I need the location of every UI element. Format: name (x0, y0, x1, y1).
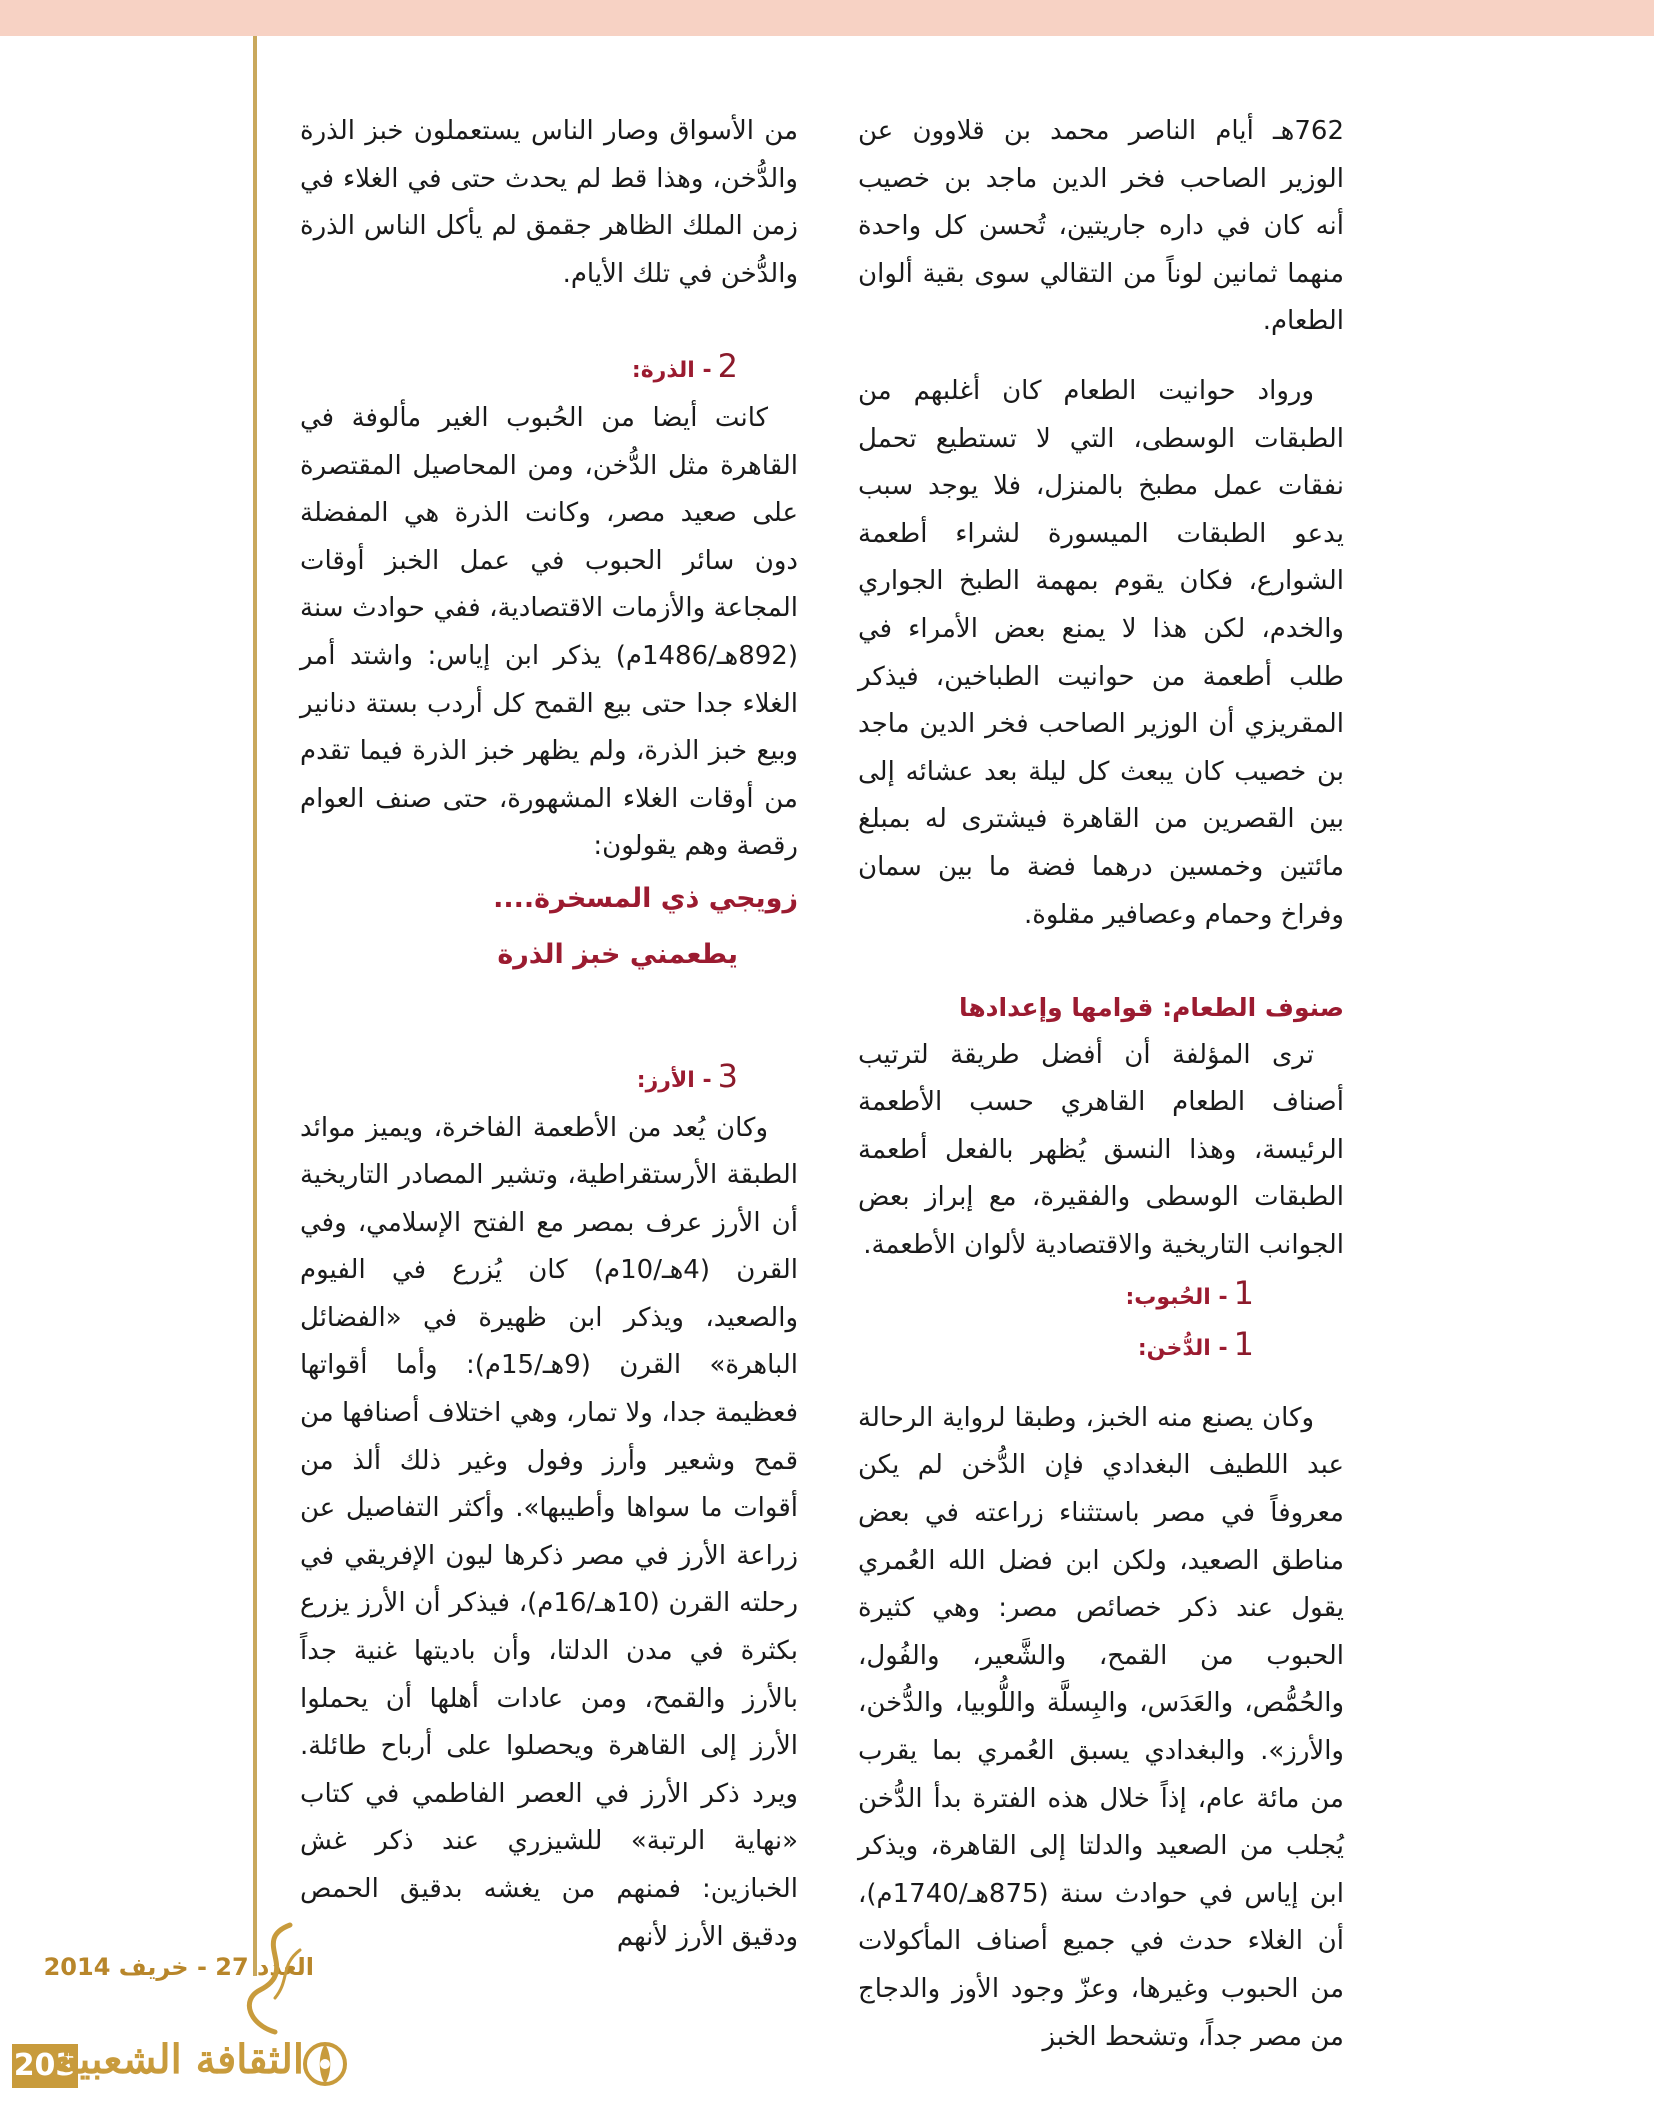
subheading-corn (300, 343, 798, 395)
subheading-number: 3 (717, 1056, 738, 1095)
subheading-millet (858, 1321, 1344, 1373)
right-paragraph-2: ورواد حوانيت الطعام كان أغلبهم من الطبقات الوسطى، التي لا تستطيع تحمل نفقات عمل مطبخ بالمنزل، فلا يوجد سبب يدعو الطبقات الميسورة لشراء أطعمة الشوارع، فكان يقوم بمهمة الطبخ الجواري والخدم، لكن هذا لا يمنع بعض الأمراء في طلب أطعمة من حوانيت الطباخين، فيذكر المقريزي أن الوزير الصاحب فخر الدين ماجد بن خصيب كان يبعث كل ليلة بعد عشائه إلى بين القصرين من القاهرة فيشترى له بمبلغ مائتين وخمسين درهما فضة ما بين سمان وفراخ وحمام وعصافير مقلوة. (858, 375, 1344, 930)
left-paragraph-2: كانت أيضا من الحُبوب الغير مألوفة في القاهرة مثل الدُّخن، ومن المحاصيل المقتصرة على صعيد مصر، وكانت الذرة هي المفضلة دون سائر الحبوب في عمل الخبز أوقات المجاعة والأزمات الاقتصادية، ففي حوادث سنة (892هـ/1486م) يذكر ابن إياس: واشتد أمر الغلاء جدا حتى بيع القمح كل أردب بستة دنانير وبيع خبز الذرة، ولم يظهر خبز الذرة فيما تقدم من أوقات الغلاء المشهورة، حتى صنف العوام رقصة وهم يقولون: (300, 402, 798, 862)
subheading-label: - الدُّخن: (1137, 1336, 1228, 1362)
page-number: 203 (12, 2044, 78, 2088)
issue-info: العدد 27 - خريف 2014 (43, 1953, 314, 1981)
section-heading: صنوف الطعام: قوامها وإعدادها (958, 993, 1344, 1023)
subheading-rice (300, 1053, 798, 1105)
subheading-label: - الذرة: (631, 358, 712, 384)
magazine-emblem-icon (300, 2030, 350, 2090)
right-column (858, 108, 1344, 2061)
left-paragraph-1: من الأسواق وصار الناس يستعملون خبز الذرة والدُّخن، وهذا قط لم يحدث حتى في الغلاء في زمن الملك الظاهر جقمق لم يأكل الناس الذرة والدُّخن في تلك الأيام. (300, 116, 798, 289)
subheading-grains (858, 1270, 1344, 1322)
left-column (300, 108, 798, 1961)
right-paragraph-4: وكان يصنع منه الخبز، وطبقا لرواية الرحالة عبد اللطيف البغدادي فإن الدُّخن لم يكن معروفاً في مصر باستثناء زراعته في بعض مناطق الصعيد، ولكن ابن فضل الله العُمري يقول عند ذكر خصائص مصر: وهي كثيرة الحبوب من القمح، والشَّعير، والفُول، والحُمُّص، والعَدَس، والبِسلَّة واللُّوبيا، والدُّخن، والأرز». والبغدادي يسبق العُمري بما يقرب من مائة عام، إذاً خلال هذه الفترة بدأ الدُّخن يُجلب من الصعيد والدلتا إلى القاهرة، ويذكر ابن إياس في حوادث سنة (875هـ/1740م)، أن الغلاء حدث في جميع أصناف المأكولات من الحبوب وغيرها، وعزّ وجود الأوز والدجاج من مصر جداً، وتشحط الخبز (858, 1402, 1344, 2052)
gold-vertical-rule (253, 36, 257, 1976)
left-paragraph-3: وكان يُعد من الأطعمة الفاخرة، ويميز موائد الطبقة الأرستقراطية، وتشير المصادر التاريخية أن الأرز عرف بمصر مع الفتح الإسلامي، وفي القرن (4هـ/10م) كان يُزرع في الفيوم والصعيد، ويذكر ابن ظهيرة في «الفضائل الباهرة» القرن (9هـ/15م): وأما أقواتها فعظيمة جدا، ولا تمار، وهي اختلاف أصنافها من قمح وشعير وأرز وفول وغير ذلك ألذ من أقوات ما سواها وأطيبها». وأكثر التفاصيل عن زراعة الأرز في مصر ذكرها ليون الإفريقي في رحلته القرن (10هـ/16م)، فيذكر أن الأرز يزرع بكثرة في مدن الدلتا، وأن باديتها غنية جداً بالأرز والقمح، ومن عادات أهلها أن يحملوا الأرز إلى القاهرة ويحصلوا على أرباح طائلة. ويرد ذكر الأرز في العصر الفاطمي في كتاب «نهاية الرتبة» للشيزري عند ذكر غش الخبازين: فمنهم من يغشه بدقيق الحمص ودقيق الأرز لأنهم (300, 1112, 798, 1952)
decorative-swirl-icon (230, 1920, 310, 2040)
right-paragraph-3: ترى المؤلفة أن أفضل طريقة لترتيب أصناف الطعام القاهري حسب الأطعمة الرئيسة، وهذا النسق يُظهر بالفعل أطعمة الطبقات الوسطى والفقيرة، مع إبراز بعض الجوانب التاريخية والاقتصادية لألوان الأطعمة. (858, 1039, 1344, 1261)
right-paragraph-1: 762هـ أيام الناصر محمد بن قلاوون عن الوزير الصاحب فخر الدين ماجد بن خصيب أنه كان في داره جاريتين، تُحسن كل واحدة منهما ثمانين لوناً من التقالي سوى بقية ألوان الطعام. (858, 116, 1344, 337)
magazine-logo: الثقافة الشعبية (57, 2036, 304, 2083)
poem-line-1: زويجي ذي المسخرة.... (493, 882, 798, 914)
subheading-number: 1 (1233, 1273, 1254, 1312)
poem-line-2: يطعمني خبز الذرة (497, 938, 738, 970)
subheading-label: - الأرز: (636, 1067, 712, 1093)
subheading-number: 1 (1233, 1325, 1254, 1364)
subheading-number: 2 (717, 347, 738, 386)
subheading-label: - الحُبوب: (1125, 1284, 1228, 1310)
top-color-band (0, 0, 1654, 36)
